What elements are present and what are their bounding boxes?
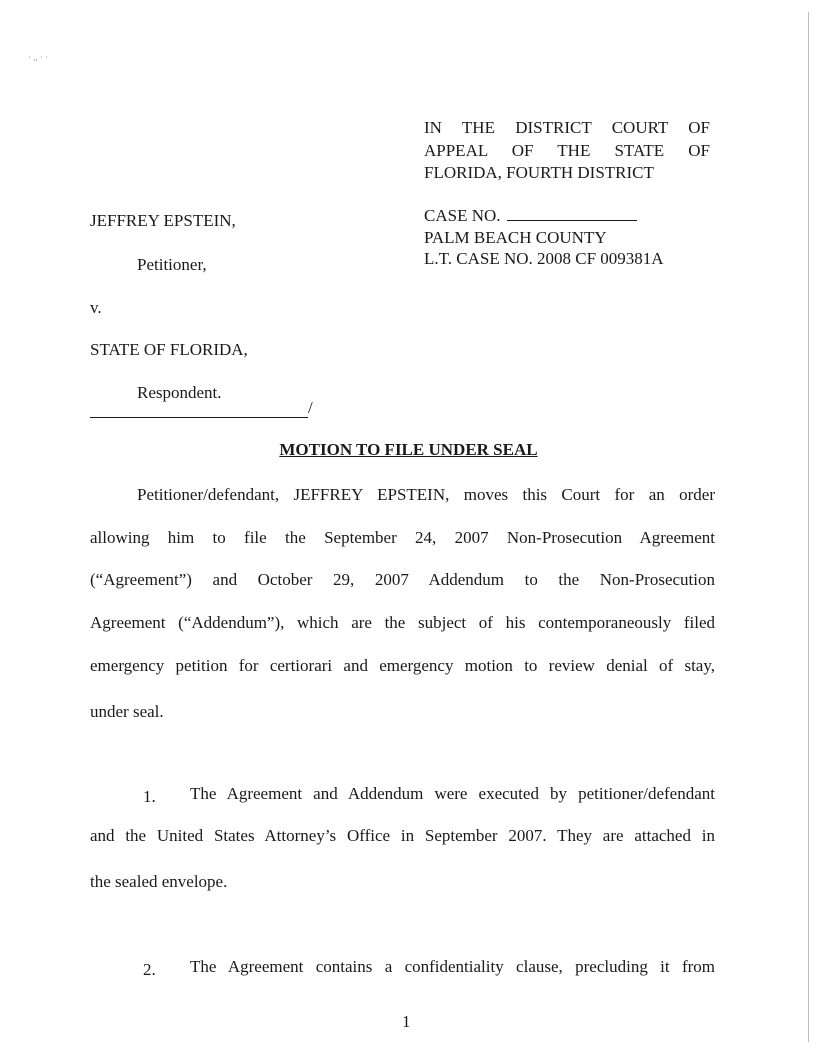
intro-line: allowing him to file the September 24, 2007 Non-Prosecution Agreement <box>90 528 715 547</box>
respondent-name: STATE OF FLORIDA, <box>90 340 248 359</box>
respondent-role: Respondent. <box>137 383 222 402</box>
case-number-label: CASE NO. <box>424 206 501 225</box>
page-edge-shadow <box>808 12 809 1042</box>
paragraph-1-line: the sealed envelope. <box>90 872 228 891</box>
versus: v. <box>90 298 102 317</box>
caption-underline <box>90 417 308 418</box>
intro-line: under seal. <box>90 702 164 721</box>
county: PALM BEACH COUNTY <box>424 228 607 247</box>
paragraph-2-number: 2. <box>143 960 156 979</box>
paragraph-1-number: 1. <box>143 787 156 806</box>
intro-line: (“Agreement”) and October 29, 2007 Addendum to the Non-Prosecution <box>90 570 715 589</box>
scan-speck: · ,, · · <box>28 52 49 62</box>
page-number: 1 <box>402 1012 411 1031</box>
intro-line: Petitioner/defendant, JEFFREY EPSTEIN, moves this Court for an order <box>137 485 715 504</box>
court-heading-line-3: FLORIDA, FOURTH DISTRICT <box>424 163 654 182</box>
paragraph-1-line: and the United States Attorney’s Office in September 2007. They are attached in <box>90 826 715 845</box>
intro-line: Agreement (“Addendum”), which are the subject of his contemporaneously filed <box>90 613 715 632</box>
lt-case-number: L.T. CASE NO. 2008 CF 009381A <box>424 249 664 268</box>
paragraph-1-line: The Agreement and Addendum were executed by petitioner/defendant <box>190 784 715 803</box>
case-number-blank <box>507 206 637 221</box>
court-heading-line-2: APPEAL OF THE STATE OF <box>424 141 710 160</box>
petitioner-name: JEFFREY EPSTEIN, <box>90 211 236 230</box>
court-heading-line-1: IN THE DISTRICT COURT OF <box>424 118 710 137</box>
petitioner-role: Petitioner, <box>137 255 207 274</box>
intro-line: emergency petition for certiorari and emergency motion to review denial of stay, <box>90 656 715 675</box>
paragraph-2-line: The Agreement contains a confidentiality clause, precluding it from <box>190 957 715 976</box>
caption-slash: / <box>308 398 313 417</box>
case-number <box>424 206 637 226</box>
document-title: MOTION TO FILE UNDER SEAL <box>279 440 538 459</box>
